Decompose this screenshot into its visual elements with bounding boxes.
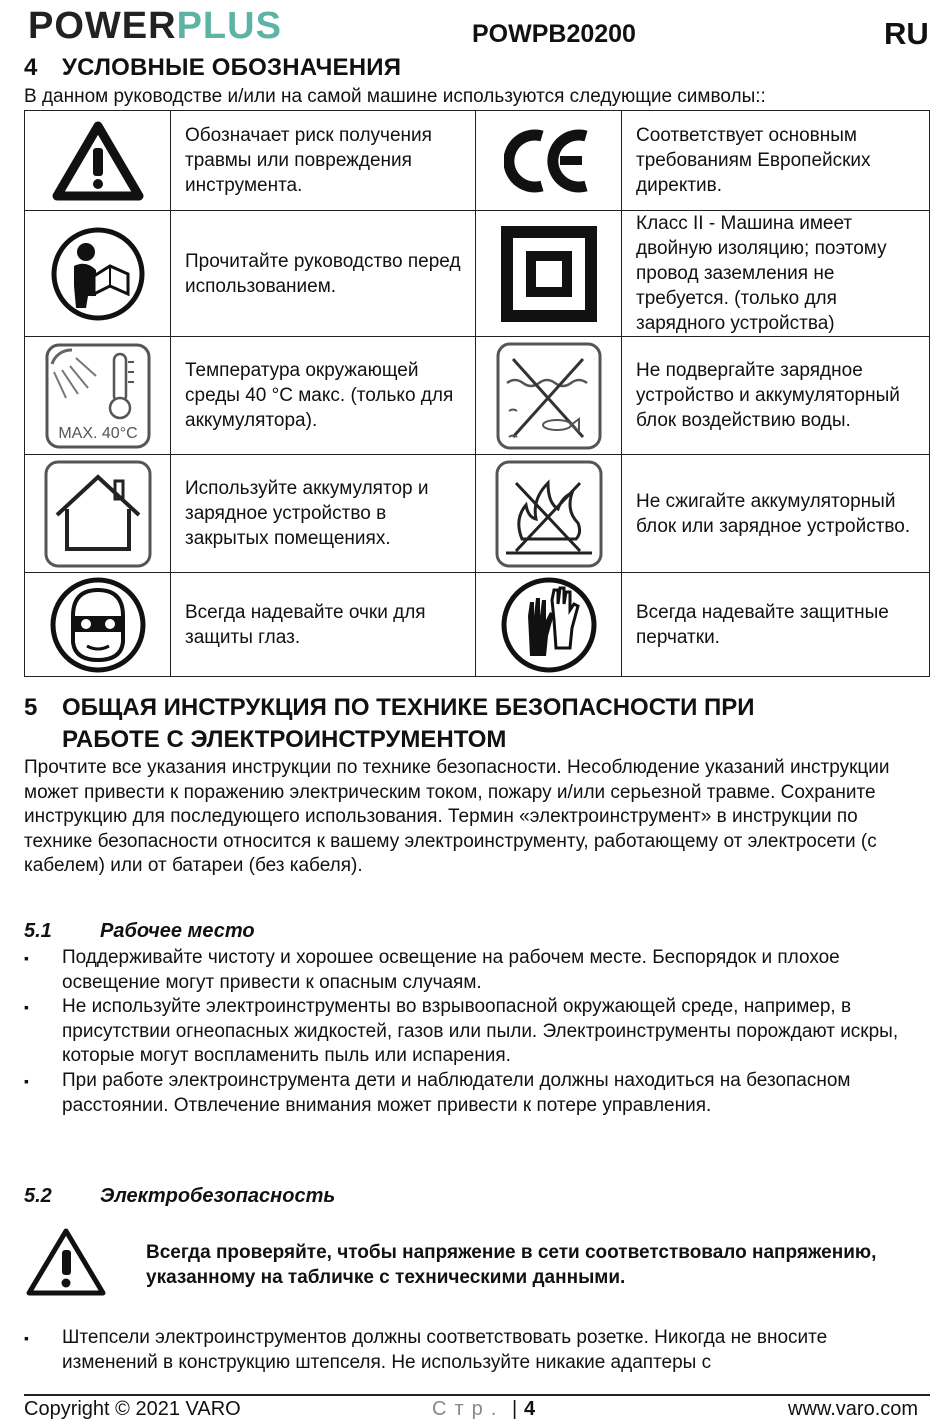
symbol-cell [25, 573, 171, 677]
read-manual-icon [50, 226, 146, 322]
footer-page-label: Стр. [432, 1398, 505, 1420]
warning-triangle-icon [24, 1226, 108, 1298]
symbol-cell [476, 455, 622, 573]
safety-goggles-icon [49, 576, 147, 674]
table-row [25, 455, 930, 573]
max-temperature-icon [44, 342, 152, 450]
section-number: 4 [24, 54, 38, 81]
section-5-paragraph: Прочтите все указания инструкции по технике безопасности. Несоблюдение указаний инструкции может привести к поражению электрическим током, пожару и/или серьезной травме. Сохраните инструкцию для последующего использования. Термин «электроинструмент» в инструкции по технике безопасности относится к вашему электроинструменту, работающему от электросети (с кабелем) или от батареи (без кабеля). [24, 757, 890, 877]
symbol-cell [25, 111, 171, 211]
list-item: ▪ Не используйте электроинструменты во взрывоопасной окружающей среде, например, в присутствии огнеопасных жидкостей, газов или пыли. Электроинструменты порождают искры, которые могут воспламенить пыль или испарения. [24, 995, 904, 1069]
symbol-cell [476, 337, 622, 455]
symbol-cell [476, 573, 622, 677]
table-row [25, 337, 930, 455]
section-4-heading [24, 54, 401, 82]
table-row [25, 211, 930, 337]
warning-block [24, 1226, 108, 1303]
symbol-cell [25, 211, 171, 337]
warning-triangle-icon [51, 120, 145, 202]
section-title-line2: РАБОТЕ С ЭЛЕКТРОИНСТРУМЕНТОМ [62, 726, 507, 753]
subsection-number: 5.1 [24, 920, 52, 942]
symbol-cell [476, 111, 622, 211]
symbol-description: Обозначает риск получения травмы или повреждения инструмента. [171, 111, 476, 211]
no-water-icon [495, 341, 603, 451]
ce-mark-icon [504, 126, 594, 196]
max-temp-label: MAX. 40°C [57, 424, 138, 442]
subsection-title: Электробезопасность [100, 1185, 336, 1207]
no-fire-icon [494, 459, 604, 569]
table-row [25, 111, 930, 211]
subsection-number: 5.2 [24, 1185, 52, 1207]
workplace-bullet-list [24, 946, 904, 1118]
footer-divider [24, 1394, 930, 1396]
class-ii-double-insulation-icon [501, 226, 597, 322]
indoor-use-icon [43, 459, 153, 569]
symbols-table [24, 110, 930, 677]
model-number: POWPB20200 [472, 20, 636, 48]
list-item: ▪ Поддерживайте чистоту и хорошее освещение на рабочем месте. Беспорядок и плохое освещение могут привести к опасным случаям. [24, 946, 904, 995]
symbol-description: Температура окружающей среды 40 °C макс. (только для аккумулятора). [171, 337, 476, 455]
section-title: УСЛОВНЫЕ ОБОЗНАЧЕНИЯ [62, 54, 402, 81]
symbol-description: Класс II - Машина имеет двойную изоляцию; поэтому провод заземления не требуется. (только для зарядного устройства) [622, 211, 930, 337]
symbol-description: Прочитайте руководство перед использованием. [171, 211, 476, 337]
logo-part-plus: PLUS [176, 5, 282, 47]
symbol-cell [25, 455, 171, 573]
language-code: RU [884, 16, 929, 51]
symbol-description: Не подвергайте зарядное устройство и аккумуляторный блок воздействию воды. [622, 337, 930, 455]
list-item: ▪ При работе электроинструмента дети и наблюдатели должны находиться на безопасном расстоянии. Отвлечение внимания может привести к потере управления. [24, 1069, 904, 1118]
footer-website-link[interactable]: www.varo.com [788, 1398, 919, 1420]
footer-copyright: Copyright © 2021 VARO [24, 1398, 241, 1420]
symbol-description: Используйте аккумулятор и зарядное устройство в закрытых помещениях. [171, 455, 476, 573]
section-5-heading [24, 692, 904, 756]
section-title-line1: ОБЩАЯ ИНСТРУКЦИЯ ПО ТЕХНИКЕ БЕЗОПАСНОСТИ ПРИ [62, 694, 755, 721]
voltage-warning-text: Всегда проверяйте, чтобы напряжение в сети соответствовало напряжению, указанному на табличке с техническими данными. [146, 1242, 877, 1288]
section-4-intro: В данном руководстве и/или на самой машине используются следующие символы:: [24, 86, 766, 107]
subsection-5-1-heading [24, 920, 255, 943]
symbol-description: Всегда надевайте защитные перчатки. [622, 573, 930, 677]
list-item: ▪ Штепсели электроинструментов должны соответствовать розетке. Никогда не вносите изменений в конструкцию штепселя. Не используйте никакие адаптеры с [24, 1326, 904, 1375]
brand-logo [28, 4, 282, 48]
electrical-bullet-list [24, 1326, 904, 1375]
symbol-cell [476, 211, 622, 337]
safety-gloves-icon [500, 576, 598, 674]
subsection-title: Рабочее место [100, 920, 255, 942]
symbol-description: Не сжигайте аккумуляторный блок или зарядное устройство. [622, 455, 930, 573]
logo-part-power: POWER [28, 5, 177, 47]
symbol-description: Всегда надевайте очки для защиты глаз. [171, 573, 476, 677]
table-row [25, 573, 930, 677]
section-number: 5 [24, 694, 38, 721]
subsection-5-2-heading [24, 1185, 335, 1208]
symbol-description: Соответствует основным требованиям Европейских директив. [622, 111, 930, 211]
footer-page-number: 4 [524, 1398, 536, 1420]
footer-separator: | [512, 1398, 518, 1420]
symbol-cell [25, 337, 171, 455]
